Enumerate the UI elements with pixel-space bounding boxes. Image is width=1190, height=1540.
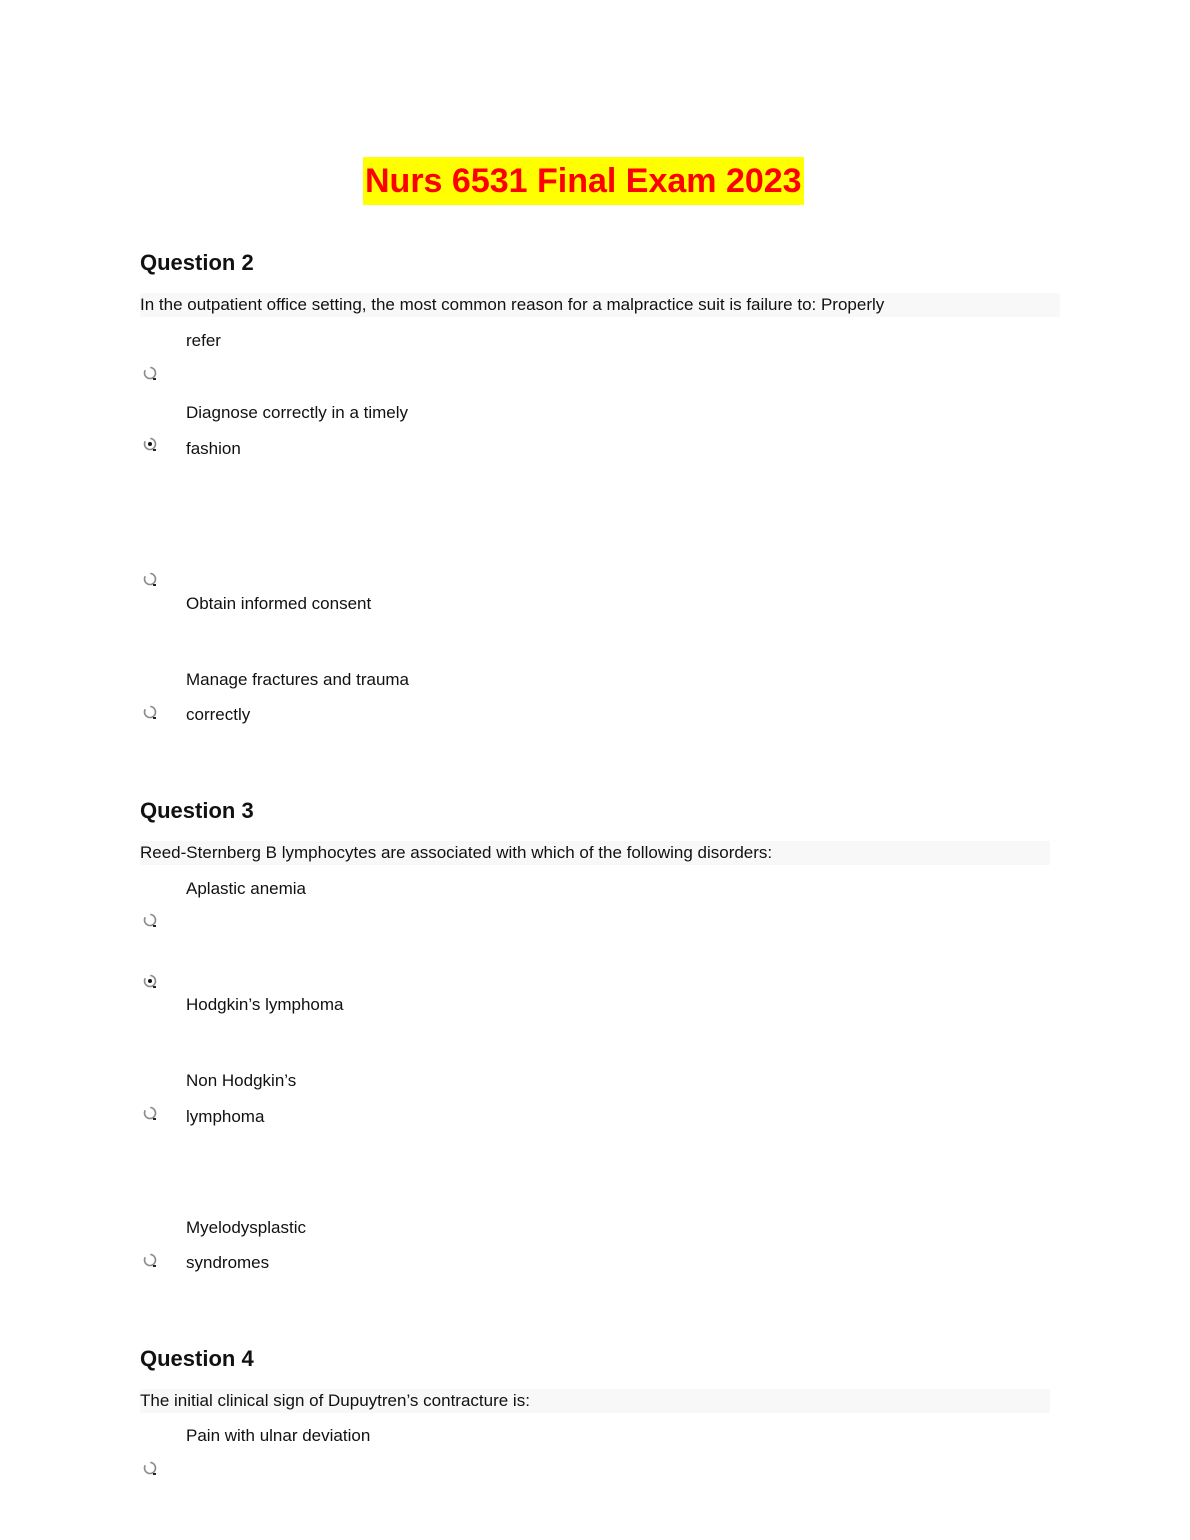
document-title: Nurs 6531 Final Exam 2023 <box>363 157 804 205</box>
q3-option-3-radio[interactable] <box>143 1106 158 1121</box>
q4-option-1-label: Pain with ulnar deviation <box>186 1426 371 1445</box>
q2-option-2-label-line-2: fashion <box>186 439 241 458</box>
q2-option-3-radio[interactable] <box>143 572 158 587</box>
q4-option-1-radio[interactable] <box>143 1461 158 1476</box>
q2-option-2-radio-selected[interactable] <box>143 437 158 452</box>
q2-option-1-label: refer <box>186 331 221 350</box>
q3-option-4-label-line-2: syndromes <box>186 1253 270 1272</box>
question-3-prompt: Reed-Sternberg B lymphocytes are associated with which of the following disorders: <box>140 841 1050 865</box>
q3-option-2-label: Hodgkin’s lymphoma <box>186 995 344 1014</box>
q2-option-4-label-line-2: correctly <box>186 705 251 724</box>
q3-option-3-label-line-1: Non Hodgkin’s <box>186 1071 297 1090</box>
question-2-heading: Question 2 <box>140 250 254 275</box>
q3-option-4-radio[interactable] <box>143 1253 158 1268</box>
q2-option-3-label: Obtain informed consent <box>186 594 372 613</box>
question-4-heading: Question 4 <box>140 1346 254 1371</box>
q2-option-1-radio[interactable] <box>143 366 158 381</box>
q3-option-1-label: Aplastic anemia <box>186 879 307 898</box>
q3-option-3-label-line-2: lymphoma <box>186 1107 265 1126</box>
q2-option-4-label-line-1: Manage fractures and trauma <box>186 670 410 689</box>
question-3-heading: Question 3 <box>140 798 254 823</box>
q3-option-4-label-line-1: Myelodysplastic <box>186 1218 306 1237</box>
question-4-prompt: The initial clinical sign of Dupuytren’s contracture is: <box>140 1389 1050 1413</box>
q2-option-2-label-line-1: Diagnose correctly in a timely <box>186 403 409 422</box>
q3-option-2-radio-selected[interactable] <box>143 974 158 989</box>
q3-option-1-radio[interactable] <box>143 913 158 928</box>
question-2-prompt: In the outpatient office setting, the most common reason for a malpractice suit is failure to: Properly <box>140 293 1060 317</box>
q2-option-4-radio[interactable] <box>143 705 158 720</box>
